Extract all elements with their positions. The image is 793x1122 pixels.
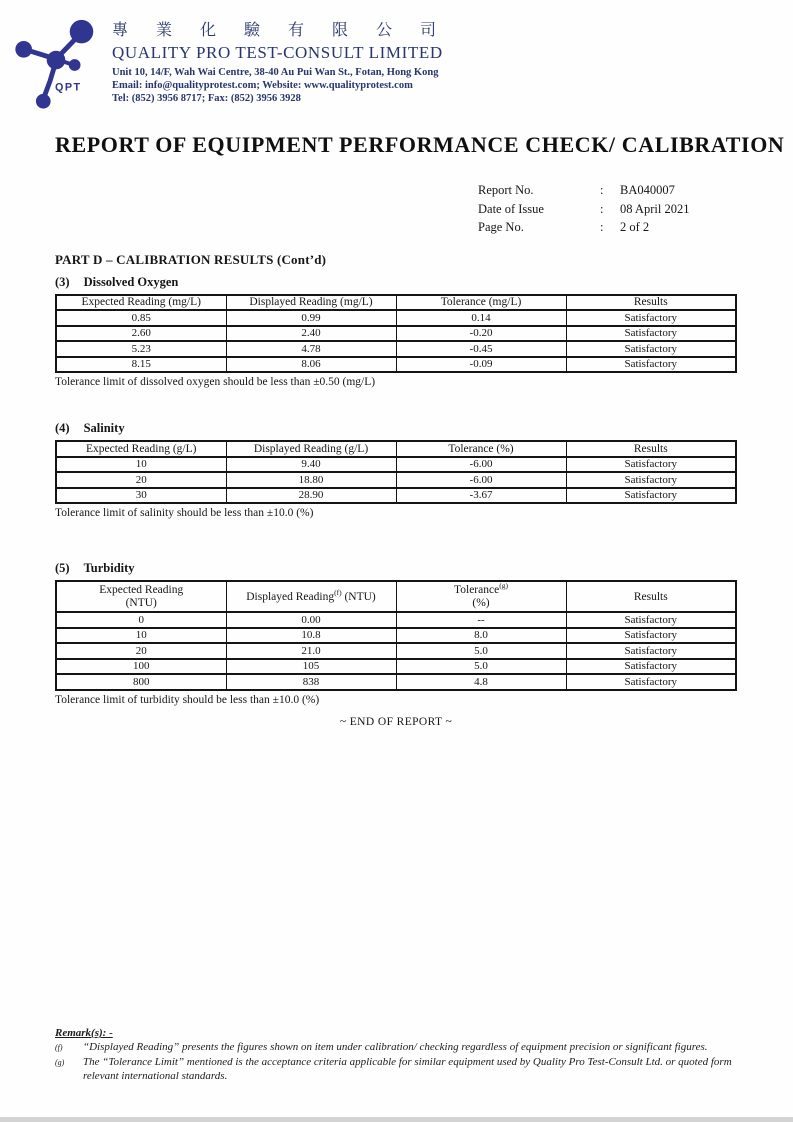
column-header: Results [566,441,736,457]
column-header: Results [566,295,736,311]
table-cell: 8.06 [226,357,396,373]
company-name-english: QUALITY PRO TEST-CONSULT LIMITED [112,43,443,62]
table-cell: 0.99 [226,310,396,326]
table-cell: Satisfactory [566,674,736,690]
table-cell: Satisfactory [566,488,736,504]
letterhead [0,0,793,105]
date-of-issue-label: Date of Issue [478,201,544,216]
table-cell: -0.09 [396,357,566,373]
table-cell: 21.0 [226,643,396,659]
table-cell: 10 [56,457,226,473]
remark-marker-g: (g) [55,1058,65,1067]
table-cell: 8.15 [56,357,226,373]
table-cell: 105 [226,659,396,675]
table-cell: Satisfactory [566,457,736,473]
section-heading [55,421,737,436]
table-row [56,488,736,504]
table-cell: -0.45 [396,341,566,357]
table-cell: Satisfactory [566,628,736,644]
table-cell: -0.20 [396,326,566,342]
table-cell: 838 [226,674,396,690]
table-row [56,341,736,357]
page-no-value: 2 of 2 [620,220,650,235]
column-header: Tolerance (mg/L) [396,295,566,311]
separator: : [600,183,604,198]
column-header: Displayed Reading (g/L) [226,441,396,457]
table-header-row [56,581,736,612]
logo-qpt-text: QPT [55,81,82,94]
tolerance-note: Tolerance limit of salinity should be less than ±10.0 (%) [55,507,314,520]
table-cell: 5.0 [396,643,566,659]
company-name-chinese: 專 業 化 驗 有 限 公 司 [112,22,449,39]
scan-edge-strip [0,1117,793,1122]
table-row [56,674,736,690]
report-info [478,181,793,237]
table-cell: -- [396,612,566,628]
report-title: REPORT OF EQUIPMENT PERFORMANCE CHECK/ CALIBRATION [55,132,785,158]
table-cell: 4.78 [226,341,396,357]
address-line: Unit 10, 14/F, Wah Wai Centre, 38-40 Au Pui Wan St., Fotan, Hong Kong [112,67,439,78]
remark-text: The “Tolerance Limit” mentioned is the acceptance criteria applicable for similar equipment used by Quality Pro Test-Consult Ltd. or quoted form relevant international standards. [83,1056,732,1082]
column-header: Expected Reading (g/L) [56,441,226,457]
table-row [56,357,736,373]
table-row [56,612,736,628]
contact-line: Email: info@qualityprotest.com; Website: www.qualityprotest.com [112,79,413,91]
table-cell: 0.14 [396,310,566,326]
company-address [112,67,793,105]
table-cell: 8.0 [396,628,566,644]
report-no-value: BA040007 [620,183,675,198]
column-header: Displayed Reading$^{(f)}$ (NTU) [226,581,396,612]
section-heading [55,561,737,576]
part-d-heading: PART D – CALIBRATION RESULTS (Cont’d) [55,251,327,267]
salinity-table [55,440,737,504]
calibration-results [55,252,737,728]
table-cell: 10 [56,628,226,644]
section-turbidity [55,561,737,706]
table-row [56,628,736,644]
separator: : [600,220,604,235]
remarks [55,1026,737,1083]
end-of-report: ~ END OF REPORT ~ [339,715,453,728]
separator: : [600,201,604,216]
table-row [56,643,736,659]
table-row [56,457,736,473]
report-no-label: Report No. [478,183,534,198]
table-cell: -6.00 [396,457,566,473]
table-row [56,472,736,488]
table-cell: -3.67 [396,488,566,504]
table-cell: 2.40 [226,326,396,342]
table-cell: 5.0 [396,659,566,675]
table-cell: -6.00 [396,472,566,488]
section-number: (4) [55,421,70,436]
section-name: Salinity [83,421,125,436]
dissolved-oxygen-table [55,294,737,374]
table-cell: 0.85 [56,310,226,326]
phone-line: Tel: (852) 3956 8717; Fax: (852) 3956 3928 [112,92,301,104]
section-dissolved-oxygen [55,275,737,389]
remark-item [55,1040,737,1055]
section-number: (5) [55,561,70,576]
section-heading [55,275,737,290]
remark-item [55,1055,737,1083]
table-cell: Satisfactory [566,310,736,326]
remark-text: “Displayed Reading” presents the figures shown on item under calibration/ checking regardless of equipment precision or significant figures. [83,1041,708,1053]
table-cell: 18.80 [226,472,396,488]
column-header: Displayed Reading (mg/L) [226,295,396,311]
section-name: Turbidity [83,561,135,576]
tolerance-note: Tolerance limit of turbidity should be less than ±10.0 (%) [55,693,320,706]
column-header: Expected Reading (mg/L) [56,295,226,311]
qpt-molecule-logo [8,10,106,118]
date-of-issue-value: 08 April 2021 [620,201,690,216]
table-cell: Satisfactory [566,472,736,488]
section-salinity [55,421,737,519]
table-cell: Satisfactory [566,341,736,357]
table-cell: 9.40 [226,457,396,473]
table-cell: 0 [56,612,226,628]
table-header-row [56,441,736,457]
table-cell: 4.8 [396,674,566,690]
table-cell: 100 [56,659,226,675]
table-row [56,326,736,342]
tolerance-note: Tolerance limit of dissolved oxygen should be less than ±0.50 (mg/L) [55,376,376,389]
table-cell: 10.8 [226,628,396,644]
report-info-row [478,218,793,237]
table-cell: 30 [56,488,226,504]
table-cell: Satisfactory [566,643,736,659]
table-cell: 20 [56,643,226,659]
table-cell: Satisfactory [566,612,736,628]
turbidity-table [55,580,737,691]
table-cell: 20 [56,472,226,488]
report-info-row [478,181,793,200]
table-row [56,659,736,675]
page-no-label: Page No. [478,220,524,235]
table-header-row [56,295,736,311]
report-info-row [478,200,793,219]
remark-marker-f: (f) [55,1043,63,1052]
section-name: Dissolved Oxygen [83,274,179,289]
column-header: Tolerance (%) [396,441,566,457]
table-cell: 5.23 [56,341,226,357]
company-block [112,12,793,105]
table-cell: 800 [56,674,226,690]
column-header: Tolerance$^{(g)}$ (%) [396,581,566,612]
section-number: (3) [55,274,70,289]
table-row [56,310,736,326]
column-header: Results [566,581,736,612]
table-cell: 28.90 [226,488,396,504]
remarks-heading: Remark(s): - [55,1027,113,1039]
table-cell: 0.00 [226,612,396,628]
column-header: Expected Reading (NTU) [56,581,226,612]
table-cell: 2.60 [56,326,226,342]
table-cell: Satisfactory [566,326,736,342]
table-cell: Satisfactory [566,357,736,373]
table-cell: Satisfactory [566,659,736,675]
